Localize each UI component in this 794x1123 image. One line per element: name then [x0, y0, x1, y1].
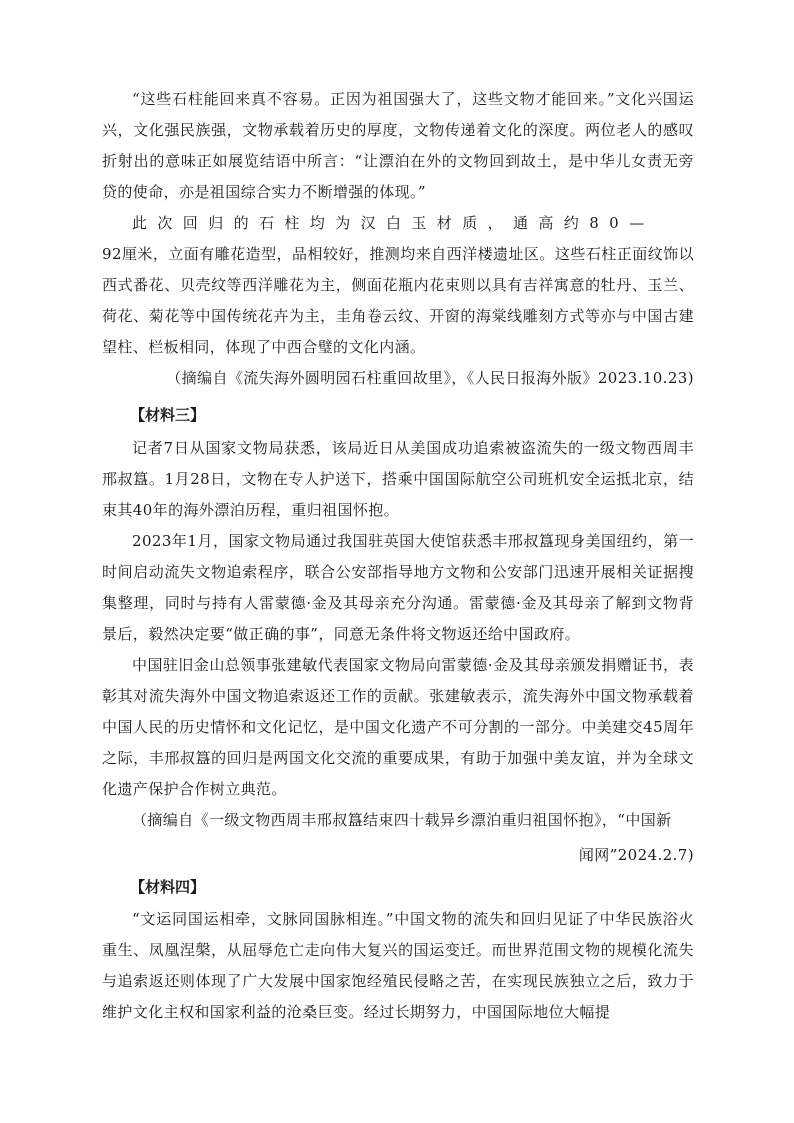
paragraph-material-three-1: 记者7日从国家文物局获悉，该局近日从美国成功追索被盗流失的一级文物西周丰邢叔簋。1月28日，文物在专人护送下，搭乘中国国际航空公司班机安全运抵北京，结束其40年的海外漂泊历程，重归祖国怀抱。 [102, 439, 694, 519]
paragraph-material-four-1: “文运同国运相牵，文脉同国脉相连。”中国文物的流失和回归见证了中华民族浴火重生、凤凰涅槃，从屈辱危亡走向伟大复兴的国运变迁。而世界范围文物的规模化流失与追索返还则体现了广大发展中国家饱经殖民侵略之苦，在实现民族独立之后，致力于维护文化主权和国家利益的沧桑巨变。经过长期努力，中国国际地位大幅提 [102, 910, 694, 1021]
source-citation-material-three-line2: 闻网”2024.2.7) [578, 846, 694, 864]
paragraph-quote: “这些石柱能回来真不容易。正因为祖国强大了，这些文物才能回来。”文化兴国运兴，文化强民族强，文物承载着历史的厚度，文物传递着文化的深度。两位老人的感叹折射出的意味正如展览结语中所言：“让漂泊在外的文物回到故土，是中华儿女责无旁贷的使命，亦是祖国综合实力不断增强的体现。” [102, 90, 694, 201]
heading-material-four: 【材料四】 [130, 878, 206, 896]
paragraph-material-three-2: 2023年1月，国家文物局通过我国驻英国大使馆获悉丰邢叔簋现身美国纽约，第一时间启动流失文物追索程序，联合公安部指导地方文物和公安部门迅速开展相关证据搜集整理，同时与持有人雷蒙德·金及其母亲充分沟通。雷蒙德·金及其母亲了解到文物背景后，毅然决定要“做正确的事”，同意无条件将文物返还给中国政府。 [102, 532, 694, 643]
paragraph-columns-first-line: 此次回归的石柱均为汉白玉材质，通高约80— [132, 214, 655, 232]
paragraph-material-three-3: 中国驻旧金山总领事张建敏代表国家文物局向雷蒙德·金及其母亲颁发捐赠证书，表彰其对流失海外中国文物追索返还工作的贡献。张建敏表示，流失海外中国文物承载着中国人民的历史情怀和文化记忆，是中国文化遗产不可分割的一部分。中美建交45周年之际，丰邢叔簋的回归是两国文化交流的重要成果，有助于加强中美友谊，并为全球文化遗产保护合作树立典范。 [102, 656, 694, 798]
source-citation-material-two: （摘编自《流失海外圆明园石柱重回故里》，《人民日报海外版》2023.10.23) [166, 369, 694, 387]
heading-material-three: 【材料三】 [130, 406, 206, 424]
source-citation-material-three-line1: （摘编自《一级文物西周丰邢叔簋结束四十载异乡漂泊重归祖国怀抱》，“中国新 [132, 811, 672, 829]
paragraph-columns: 92厘米，立面有雕花造型，品相较好，推测均来自西洋楼遗址区。这些石柱正面纹饰以西式番花、贝壳纹等西洋雕花为主，侧面花瓶内花束则以具有吉祥寓意的牡丹、玉兰、荷花、菊花等中国传统花卉为主，圭角卷云纹、开窗的海棠线雕刻方式等亦与中国古建望柱、栏板相同，体现了中西合璧的文化内涵。 [102, 245, 694, 356]
